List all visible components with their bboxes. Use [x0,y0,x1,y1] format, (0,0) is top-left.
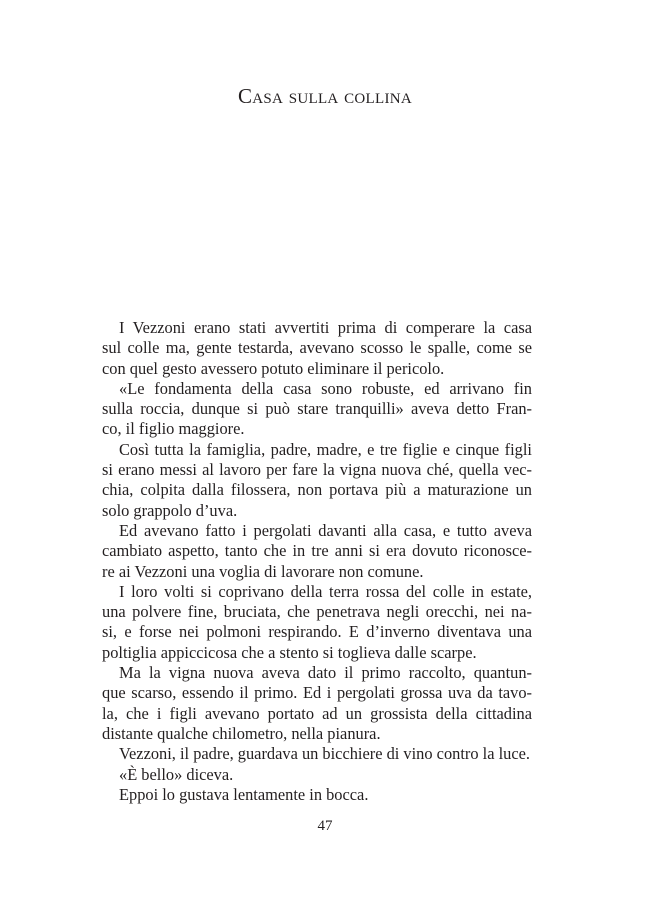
text-line: si erano messi al lavoro per fare la vigna nuova ché, quella vec- [102,460,532,480]
text-line: cambiato aspetto, tanto che in tre anni si era dovuto riconosce- [102,541,532,561]
text-line: I loro volti si coprivano della terra rossa del colle in estate, [119,581,532,601]
text-line: que scarso, essendo il primo. Ed i pergolati grossa uva da tavo- [102,683,532,703]
paragraph [102,379,532,440]
paragraph [102,663,532,744]
text-line: chia, colpita dalla filossera, non portava più a maturazione un [102,480,532,500]
text-line: re ai Vezzoni una voglia di lavorare non comune. [102,561,424,581]
text-line: con quel gesto avessero potuto eliminare il pericolo. [102,358,445,378]
paragraph [102,765,532,785]
text-line: la, che i figli avevano portato ad un grossista della cittadina [102,703,532,723]
paragraph [102,785,532,805]
text-line: Vezzoni, il padre, guardava un bicchiere di vino contro la luce. [119,744,530,764]
text-line: una polvere fine, bruciata, che penetrava negli orecchi, nei na- [102,602,532,622]
text-line: Eppoi lo gustava lentamente in bocca. [119,784,369,804]
text-line: sulla roccia, dunque si può stare tranquilli» aveva detto Fran- [102,399,532,419]
paragraph [102,440,532,521]
text-line: co, il figlio maggiore. [102,419,245,439]
chapter-title: Casa sulla collina [237,84,413,108]
text-line: sul colle ma, gente testarda, avevano scosso le spalle, come se [102,338,532,358]
paragraph [102,582,532,663]
paragraph [102,744,532,764]
text-line: solo grappolo d’uva. [102,500,238,520]
text-line: I Vezzoni erano stati avvertiti prima di comperare la casa [119,318,532,337]
text-line: poltiglia appiccicosa che a stento si toglieva dalle scarpe. [102,642,477,662]
text-line: Ed avevano fatto i pergolati davanti alla casa, e tutto aveva [119,520,532,540]
page-number: 47 [317,818,333,834]
body-text [102,318,532,805]
text-line: si, e forse nei polmoni respirando. E d’inverno diventava una [102,622,532,642]
paragraph [102,318,532,379]
paragraph [102,521,532,582]
text-line: «Le fondamenta della casa sono robuste, ed arrivano fin [119,378,532,398]
text-line: Così tutta la famiglia, padre, madre, e tre figlie e cinque figli [119,439,532,459]
text-line: distante qualche chilometro, nella pianura. [102,723,381,743]
text-line: Ma la vigna nuova aveva dato il primo raccolto, quantun- [119,663,532,683]
text-line: «È bello» diceva. [119,764,234,784]
